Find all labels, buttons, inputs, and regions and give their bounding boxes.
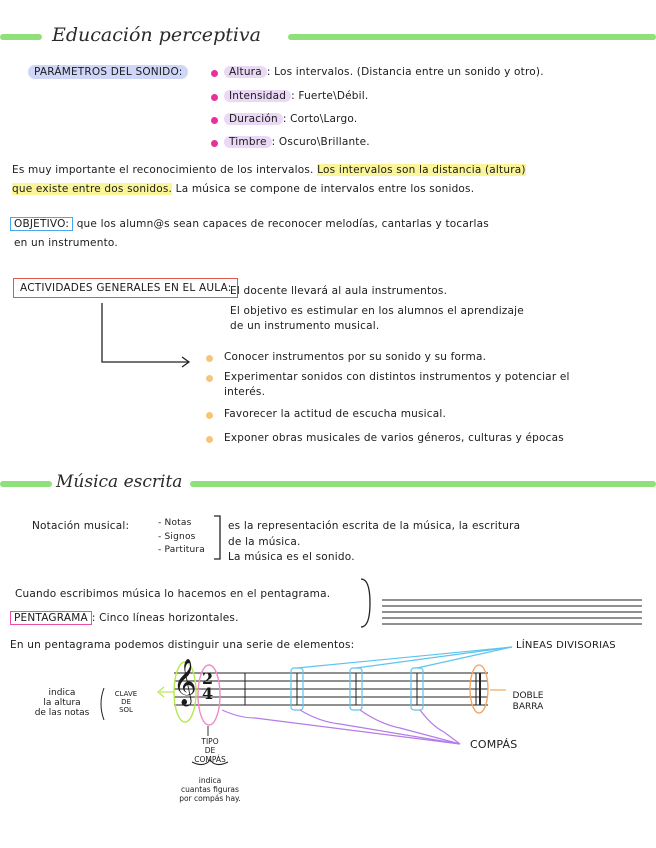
params-label [28,66,188,78]
tipo-label-line: TIPO [201,737,219,746]
elements-line: En un pentagrama podemos distinguir una serie de elementos: [10,639,355,651]
clave-paren [97,686,107,722]
param-desc: : Corto\Largo. [282,113,358,125]
param-desc: : Oscuro\Brillante. [271,136,370,148]
section-title-educacion: Educación perceptiva [52,24,261,46]
para-rest: La música se compone de intervalos entre los sonidos. [175,183,475,195]
activities-line2: El objetivo es estimular en los alumnos el aprendizaje [230,305,524,317]
params-label-text: PARÁMETROS DEL SONIDO: [28,65,188,79]
compas-lines [222,710,460,744]
para-highlight-a: Los intervalos son la distancia (altura) [317,164,526,176]
tipo-indica-line: por compás hay. [179,794,241,803]
staff-lines [174,669,488,705]
bullet-pink [211,94,218,101]
time-sig-top: 2 [202,669,214,688]
label-lineas-divisorias: LÍNEAS DIVISORIAS [516,640,616,651]
tipo-label-line: DE [204,746,216,755]
pentagrama-line [10,612,239,624]
pentagrama-label: PENTAGRAMA [10,611,92,625]
staff-line-text: Cuando escribimos música lo hacemos en el pentagrama. [15,588,331,600]
notation-item: - Notas [158,518,192,528]
tipo-compas-label [188,737,232,764]
compas-label: COMPÁS [470,738,518,751]
param-term: Duración [224,113,283,125]
header-bar-right [288,34,656,40]
doble-barra-line: BARRA [512,702,544,712]
bullet-orange [206,436,213,443]
param-term: Altura [224,66,267,78]
pentagrama-desc: : Cinco líneas horizontales. [91,612,239,624]
bullet-orange [206,412,213,419]
time-sig-bottom: 4 [202,684,214,703]
clave-label-line: DE [121,698,131,706]
notation-desc: es la representación escrita de la música, la escritura [228,520,521,532]
tipo-indica-line: indica [198,776,222,785]
bullet-pink [211,140,218,147]
doble-barra-label [506,691,550,713]
treble-clef-icon: 𝄞 [173,659,197,705]
param-desc: : Los intervalos. (Distancia entre un sonido y otro). [266,66,544,78]
activities-label-box [13,282,238,294]
bullet-pink [211,70,218,77]
header-bar-left [0,481,52,487]
clave-label-line: SOL [119,706,133,714]
clave-indica-line: indica [48,688,76,698]
notation-label: Notación musical: [32,520,130,532]
param-term: Intensidad [224,90,291,102]
activity-item: Conocer instrumentos por su sonido y su forma. [224,351,487,363]
notation-item: - Signos [158,532,196,542]
para-highlight-b: que existe entre dos sonidos. [12,183,173,195]
intervals-paragraph-line1 [12,164,526,176]
para-plain: Es muy importante el reconocimiento de los intervalos. [12,164,314,176]
sample-staff [382,598,644,626]
notation-desc: La música es el sonido. [228,551,355,563]
activities-label: ACTIVIDADES GENERALES EN EL AULA: [13,278,238,298]
header-bar-right [190,481,656,487]
notation-desc: de la música. [228,536,301,548]
param-timbre [224,136,370,148]
doble-barra-line: DOBLE [512,691,544,701]
clave-label [108,690,144,714]
activity-item: Favorecer la actitud de escucha musical. [224,408,447,420]
objective-line2: en un instrumento. [14,237,118,249]
objective-label: OBJETIVO: [10,217,73,231]
tipo-indica [164,776,256,803]
bullet-pink [211,117,218,124]
clave-indica [30,688,94,718]
header-bar-left [0,34,42,40]
intervals-paragraph-line2 [12,183,474,195]
pentagrama-bracket [358,576,376,630]
param-term: Timbre [224,136,272,148]
objective-line1 [10,218,489,230]
clave-indica-line: la altura [43,698,81,708]
clave-indica-line: de las notas [34,708,90,718]
param-duracion [224,113,357,125]
tipo-indica-line: cuantas figuras [181,785,239,794]
objective-text: que los alumn@s sean capaces de reconocer melodías, cantarlas y tocarlas [76,218,489,230]
activities-line3: de un instrumento musical. [230,320,380,332]
tipo-label-line: COMPÁS [194,755,226,764]
notation-bracket [212,514,224,562]
param-intensidad [224,90,368,102]
divisorias-highlight [291,647,512,710]
activity-item: Experimentar sonidos con distintos instrumentos y potenciar el [224,371,570,383]
param-desc: : Fuerte\Débil. [291,90,369,102]
bullet-orange [206,355,213,362]
bullet-orange [206,375,213,382]
activity-item: interés. [224,386,266,398]
notation-item: - Partitura [158,545,206,555]
activities-arrow [90,300,210,372]
param-altura [224,66,544,78]
activities-line1: El docente llevará al aula instrumentos. [230,285,448,297]
activity-item: Exponer obras musicales de varios géneros, culturas y épocas [224,432,564,444]
clave-label-line: CLAVE [114,690,138,698]
section-title-musica-escrita: Música escrita [56,472,183,492]
